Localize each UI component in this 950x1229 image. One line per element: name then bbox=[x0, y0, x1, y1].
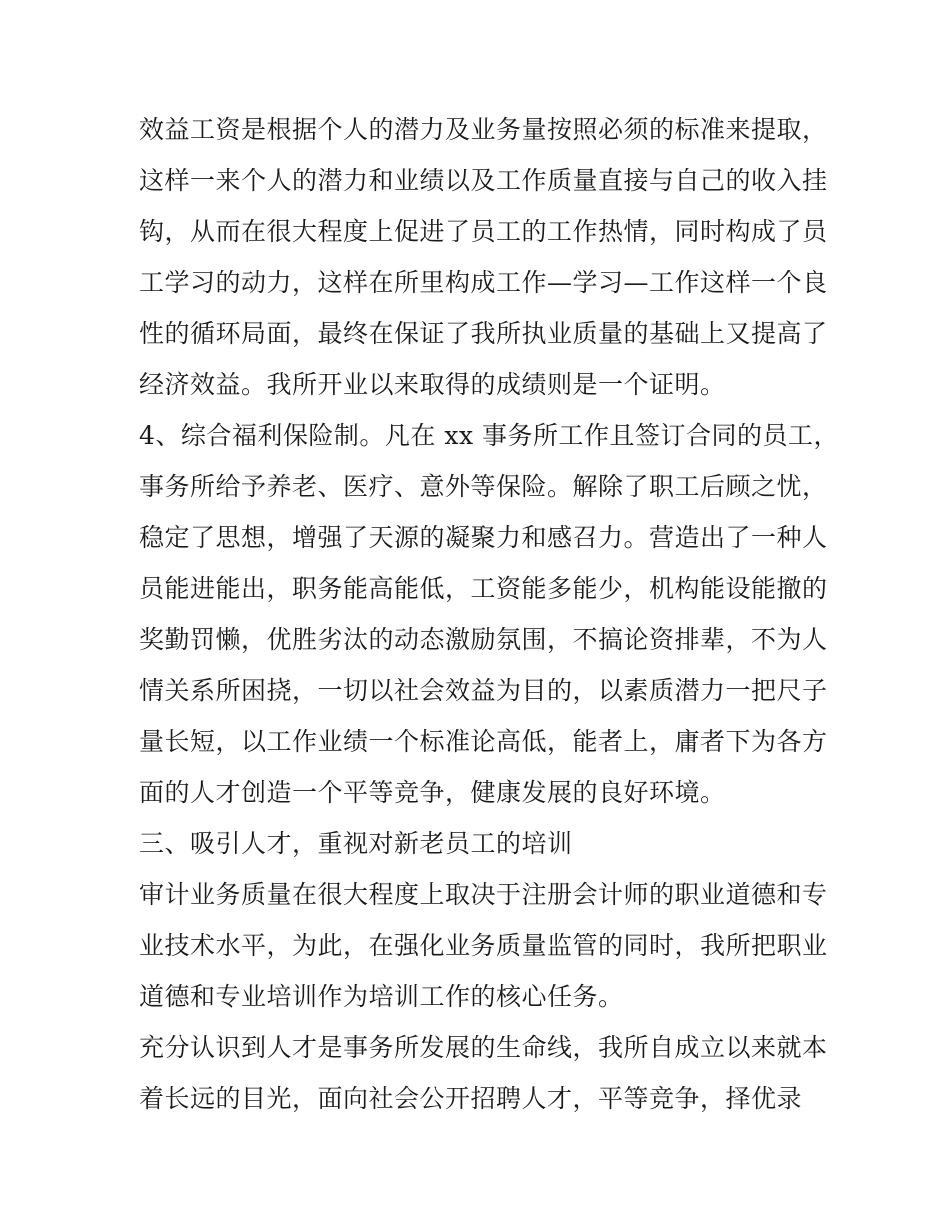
text-line: 性的循环局面，最终在保证了我所执业质量的基础上又提高了 bbox=[139, 319, 828, 348]
text-line: 4、综合福利保险制。凡在 xx 事务所工作且签订合同的员工， bbox=[139, 421, 839, 450]
text-line: 业技术水平，为此，在强化业务质量监管的同时，我所把职业 bbox=[139, 931, 828, 960]
text-line: 着长远的目光，面向社会公开招聘人才，平等竞争，择优录 bbox=[139, 1084, 803, 1113]
text-line: 量长短，以工作业绩一个标准论高低，能者上，庸者下为各方 bbox=[139, 727, 828, 756]
text-line: 奖勤罚懒，优胜劣汰的动态激励氛围，不搞论资排辈，不为人 bbox=[139, 625, 828, 654]
section-heading: 三、吸引人才，重视对新老员工的培训 bbox=[139, 829, 573, 858]
text-line: 道德和专业培训作为培训工作的核心任务。 bbox=[139, 982, 624, 1011]
text-line: 效益工资是根据个人的潜力及业务量按照必须的标准来提取， bbox=[139, 115, 828, 144]
text-line: 事务所给予养老、医疗、意外等保险。解除了职工后顾之忧， bbox=[139, 472, 828, 501]
text-line: 这样一来个人的潜力和业绩以及工作质量直接与自己的收入挂 bbox=[139, 166, 828, 195]
text-line: 经济效益。我所开业以来取得的成绩则是一个证明。 bbox=[139, 370, 726, 399]
document-body bbox=[139, 104, 839, 1124]
text-line: 面的人才创造一个平等竞争，健康发展的良好环境。 bbox=[139, 778, 726, 807]
text-line: 员能进能出，职务能高能低，工资能多能少，机构能设能撤的 bbox=[139, 574, 828, 603]
text-line: 审计业务质量在很大程度上取决于注册会计师的职业道德和专 bbox=[139, 880, 828, 909]
text-line: 充分认识到人才是事务所发展的生命线，我所自成立以来就本 bbox=[139, 1033, 828, 1062]
text-line: 钩，从而在很大程度上促进了员工的工作热情，同时构成了员 bbox=[139, 217, 828, 246]
text-line: 工学习的动力，这样在所里构成工作—学习—工作这样一个良 bbox=[139, 268, 828, 297]
text-line: 稳定了思想，增强了天源的凝聚力和感召力。营造出了一种人 bbox=[139, 523, 828, 552]
text-line: 情关系所困挠，一切以社会效益为目的，以素质潜力一把尺子 bbox=[139, 676, 828, 705]
